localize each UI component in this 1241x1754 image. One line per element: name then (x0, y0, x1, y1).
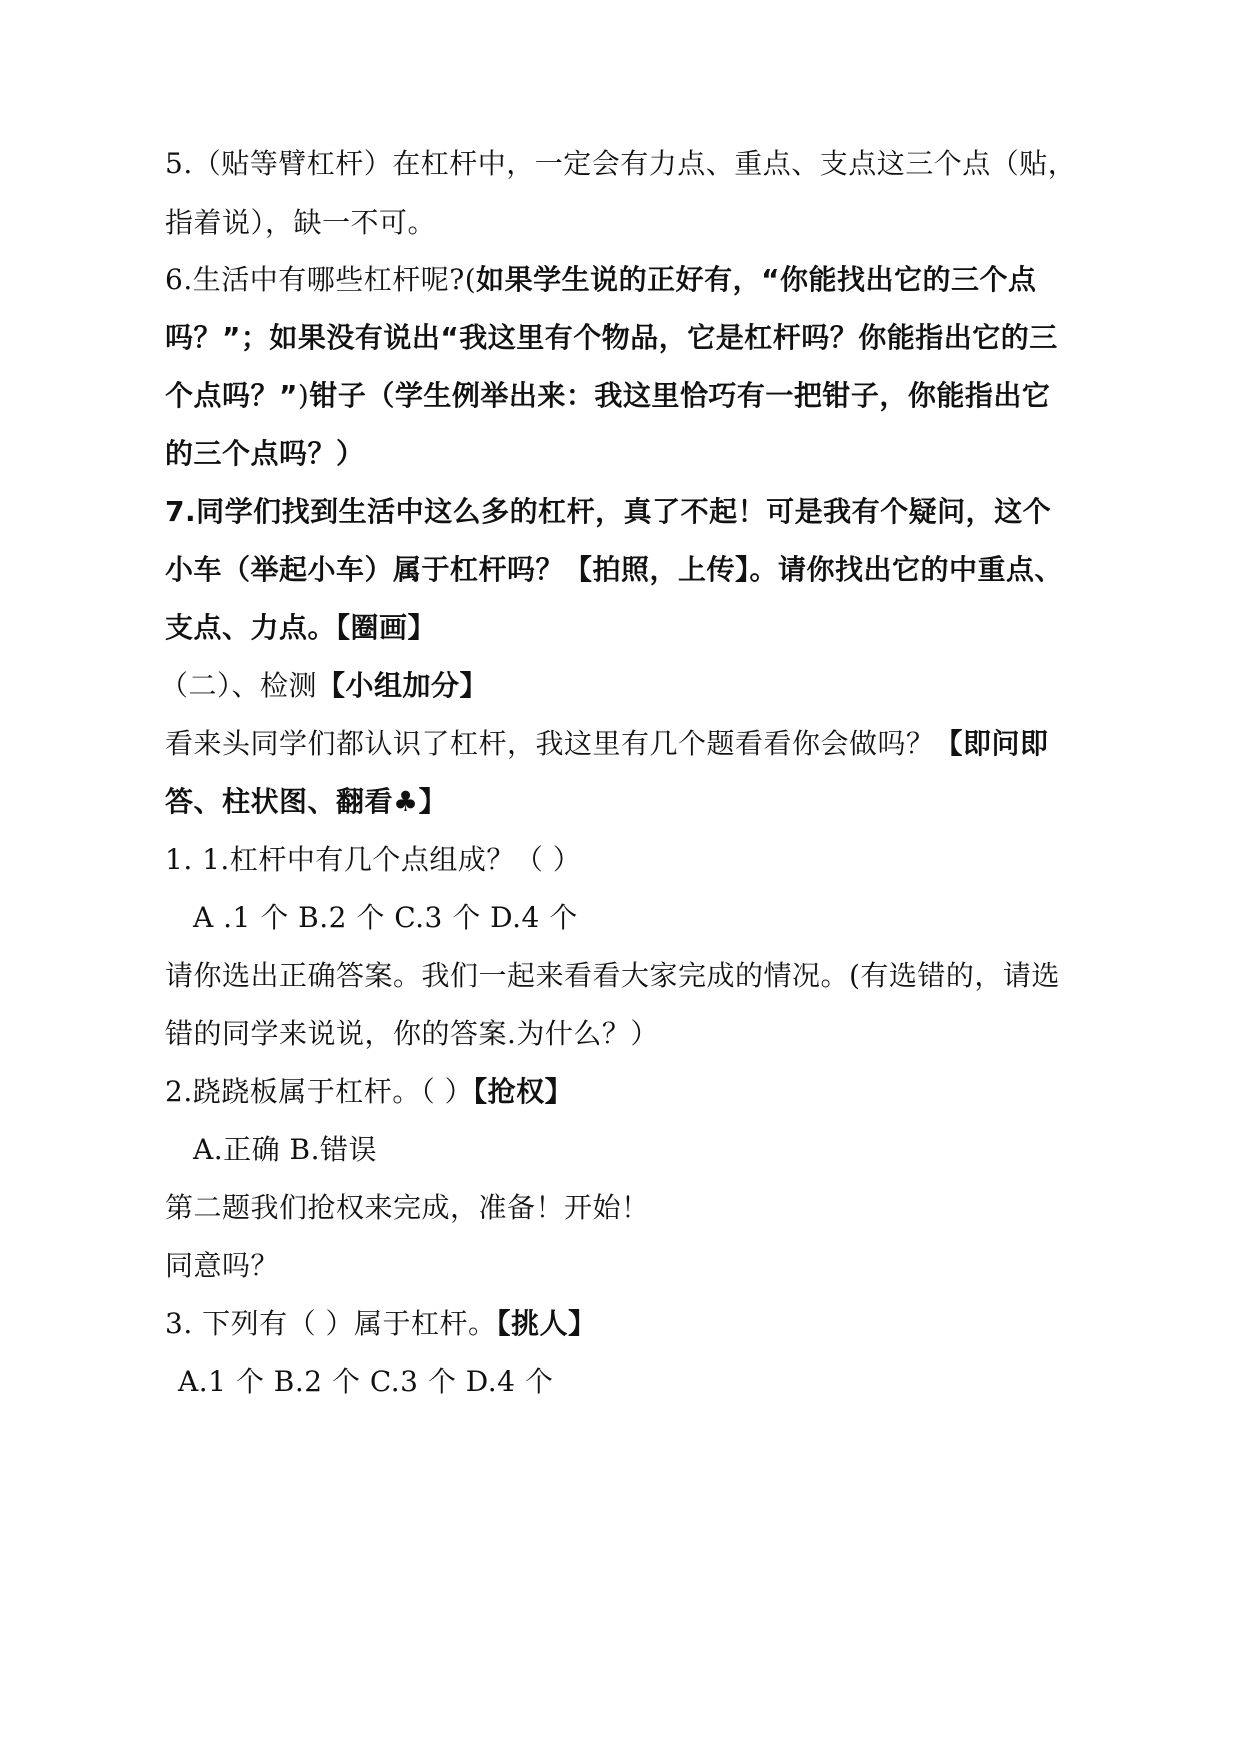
question-2-note (165, 1188, 1085, 1228)
para-6-line-3 (165, 376, 1085, 416)
bold-text: 支点、力点。【圈画】 (165, 611, 437, 644)
bold-text: 7.同学们找到生活中这么多的杠杆，真了不起！可是我有个疑问，这个 (165, 495, 1052, 528)
text: 看来头同学们都认识了杠杆，我这里有几个题看看你会做吗？ (165, 727, 935, 760)
intro-line-2 (165, 782, 1085, 822)
text: 6.生活中有哪些杠杆呢?( (165, 263, 477, 296)
bold-text: 吗？”；如果没有说出“我这里有个物品，它是杠杆吗？你能指出它的三 (165, 321, 1058, 354)
bold-text: 【即问即 (934, 727, 1049, 760)
text: ) (297, 379, 310, 412)
text: 错的同学来说说，你的答案.为什么？） (165, 1017, 659, 1050)
text: 第二题我们抢权来完成，准备！开始！ (165, 1191, 650, 1224)
para-5-line-1 (165, 144, 1085, 184)
para-6-line-2 (165, 318, 1085, 358)
bold-text: 【小组加分】 (317, 669, 489, 702)
question-1-note-line-1 (165, 956, 1085, 996)
bold-text: 的三个点吗？） (165, 437, 365, 470)
text: 请你选出正确答案。我们一起来看看大家完成的情况。(有选错的，请选 (165, 959, 1060, 992)
section-2-heading (160, 666, 1080, 706)
para-7-line-3 (165, 608, 1085, 648)
bold-text: 钳子（学生例举出来：我这里恰巧有一把钳子，你能指出它 (309, 379, 1051, 412)
text: 3. 下列有（ ）属于杠杆。 (165, 1307, 497, 1340)
para-6-line-1 (165, 260, 1085, 300)
bold-text: 【挑人】 (496, 1307, 597, 1340)
para-5-line-2 (165, 203, 1085, 243)
para-7-line-2 (165, 550, 1085, 590)
question-1 (165, 840, 1085, 880)
text: A .1 个 B.2 个 C.3 个 D.4 个 (193, 901, 578, 934)
para-7-line-1 (165, 492, 1085, 532)
text: A.1 个 B.2 个 C.3 个 D.4 个 (178, 1365, 554, 1398)
text: 同意吗？ (165, 1249, 280, 1282)
question-1-note-line-2 (165, 1014, 1085, 1054)
para-6-line-4 (165, 434, 1085, 474)
bold-text: 个点吗？” (165, 379, 298, 412)
question-3 (165, 1304, 1085, 1344)
question-2-agree (165, 1246, 1085, 1286)
bold-text: 如果学生说的正好有，“你能找出它的三个点 (476, 263, 1037, 296)
question-2 (165, 1072, 1085, 1112)
text: 5.（贴等臂杠杆）在杠杆中，一定会有力点、重点、支点这三个点（贴， (165, 147, 1077, 180)
text: 指着说），缺一不可。 (165, 206, 437, 239)
question-1-options (193, 898, 1113, 938)
text: （二）、检测 (160, 669, 318, 702)
question-2-options (193, 1130, 1113, 1170)
bold-text: 小车（举起小车）属于杠杆吗？【拍照，上传】。请你找出它的中重点、 (165, 553, 1064, 586)
text: 1. 1.杠杆中有几个点组成？（ ） (165, 843, 582, 876)
intro-line-1 (165, 724, 1085, 764)
text: 2.跷跷板属于杠杆。（ ） (165, 1075, 474, 1108)
bold-text: 答、柱状图、翻看♣】 (165, 785, 448, 818)
text: A.正确 B.错误 (193, 1133, 377, 1166)
bold-text: 【抢权】 (473, 1075, 574, 1108)
question-3-options (178, 1362, 1098, 1402)
